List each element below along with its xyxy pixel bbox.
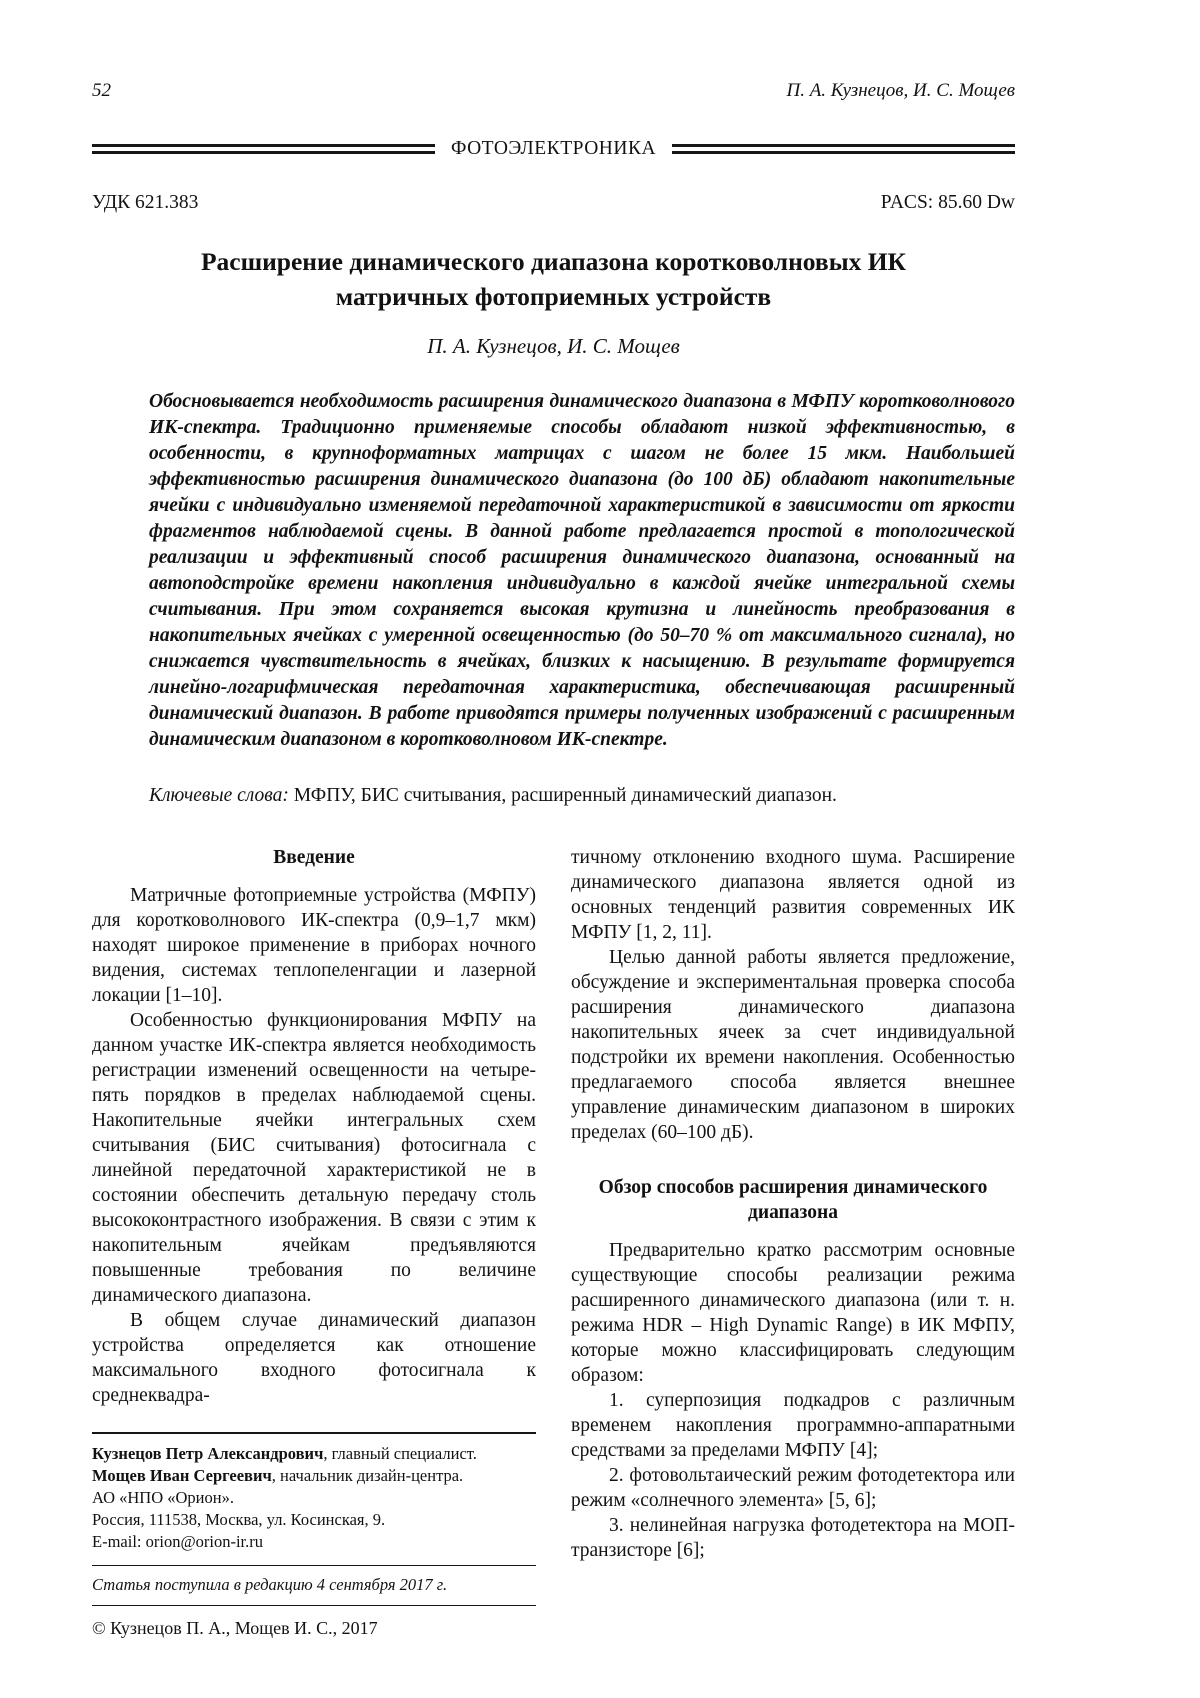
udk-code: УДК 621.383: [92, 192, 199, 213]
meta-row: [92, 192, 1015, 214]
footnote-email: E-mail: orion@orion-ir.ru: [92, 1532, 263, 1552]
footnote-author-role: , начальник дизайн-центра.: [271, 1466, 464, 1486]
numbered-item: 3. нелинейная нагрузка фотодетектора на МОП-транзисторе [6];: [571, 1515, 1015, 1562]
numbered-item: 2. фотовольтаический режим фотодетектора или режим «солнечного элемента» [5, 6];: [571, 1465, 1015, 1512]
footnote-line: [92, 1443, 536, 1465]
article-title: Расширение динамического диапазона коротковолновых ИК матричных фотоприемных устройств: [200, 247, 907, 312]
keywords-line: [149, 783, 1015, 809]
footnote-organization: АО «НПО «Орион».: [92, 1488, 234, 1508]
footnote-line: [92, 1465, 536, 1487]
banner-rule-right: [672, 144, 1015, 154]
running-head: [92, 80, 1015, 102]
right-column: [571, 845, 1015, 1563]
body-paragraph: Предварительно кратко рассмотрим основные существующие способы реализации режима расширенного динамического диапазона (или т. н. режима HDR – High Dynamic Range) в ИК МФПУ, которые можно классифицировать следующим образом:: [571, 1240, 1015, 1387]
keywords-label: Ключевые слова:: [149, 785, 289, 807]
page-number: 52: [92, 80, 111, 101]
banner-rule-left: [92, 144, 435, 154]
two-column-body: [92, 845, 1015, 1639]
section-heading-overview: Обзор способов расширения динамического диапазона: [598, 1177, 988, 1224]
running-authors: П. А. Кузнецов, И. С. Мощев: [786, 80, 1015, 101]
footnote-author-name: Мощев Иван Сергеевич: [92, 1466, 272, 1486]
section-banner: [92, 138, 1015, 160]
body-paragraph: Особенностью функционирования МФПУ на данном участке ИК-спектра является необходимость регистрации изменений освещенности на четыре-пять порядков в пределах наблюдаемой сцены. Накопительные ячейки интегральных схем считывания (БИС считывания) фотосигнала с линейной передаточной характеристикой не в состоянии обеспечить детальную передачу столь высококонтрастного изображения. В связи с этим к накопительным ячейкам предъявляются повышенные требования по величине динамического диапазона.: [92, 1010, 536, 1307]
body-paragraph: В общем случае динамический диапазон устройства определяется как отношение максимального входного фотосигнала к среднеквадра-: [92, 1310, 536, 1407]
footnote-author-role: , главный специалист.: [323, 1444, 477, 1464]
keywords-text: МФПУ, БИС считывания, расширенный динамический диапазон.: [288, 785, 837, 807]
section-heading-introduction: Введение: [273, 847, 355, 869]
footnote-author-name: Кузнецов Петр Александрович: [92, 1444, 324, 1464]
received-note: Статья поступила в редакцию 4 сентября 2017 г.: [92, 1565, 536, 1605]
body-paragraph: Матричные фотоприемные устройства (МФПУ) для коротковолнового ИК-спектра (0,9–1,7 мкм) находят широкое применение в приборах ночного видения, системах теплопеленгации и лазерной локации [1–10].: [92, 885, 536, 1007]
section-banner-title: ФОТОЭЛЕКТРОНИКА: [450, 138, 657, 159]
footnote-address: Россия, 111538, Москва, ул. Косинская, 9.: [92, 1510, 386, 1530]
author-footnote: [92, 1432, 536, 1553]
copyright-note: © Кузнецов П. А., Мощев И. С., 2017: [92, 1605, 536, 1639]
numbered-item: 1. суперпозиция подкадров с различным временем накопления программно-аппаратными средствами за пределами МФПУ [4];: [571, 1390, 1015, 1462]
body-paragraph-continuation: тичному отклонению входного шума. Расширение динамического диапазона является одной из основных тенденций развития современных ИК МФПУ [1, 2, 11].: [571, 847, 1015, 944]
left-column: [92, 845, 536, 1639]
body-paragraph: Целью данной работы является предложение, обсуждение и экспериментальная проверка способа расширения динамического диапазона накопительных ячеек за счет индивидуальной подстройки их времени накопления. Особенностью предлагаемого способа является внешнее управление динамическим диапазоном в широких пределах (60–100 дБ).: [571, 947, 1015, 1144]
article-authors: П. А. Кузнецов, И. С. Мощев: [427, 334, 680, 359]
abstract-text: Обосновывается необходимость расширения динамического диапазона в МФПУ коротковолнового ИК-спектра. Традиционно применяемые способы обладают низкой эффективностью, в особенности, в крупноформатных матрицах с шагом не более 15 мкм. Наибольшей эффективностью расширения динамического диапазона (до 100 дБ) обладают накопительные ячейки с индивидуально изменяемой передаточной характеристикой в зависимости от яркости фрагментов наблюдаемой сцены. В данной работе предлагается простой в топологической реализации и эффективный способ расширения динамического диапазона, основанный на автоподстройке времени накопления индивидуально в каждой ячейке интегральной схемы считывания. При этом сохраняется высокая крутизна и линейность преобразования в накопительных ячейках с умеренной освещенностью (до 50–70 % от максимального сигнала), но снижается чувствительность в ячейках, близких к насыщению. В результате формируется линейно-логарифмическая передаточная характеристика, обеспечивающая расширенный динамический диапазон. В работе приводятся примеры полученных изображений с расширенным динамическим диапазоном в коротковолновом ИК-спектре.: [149, 391, 1015, 751]
pacs-code: PACS: 85.60 Dw: [880, 192, 1015, 213]
